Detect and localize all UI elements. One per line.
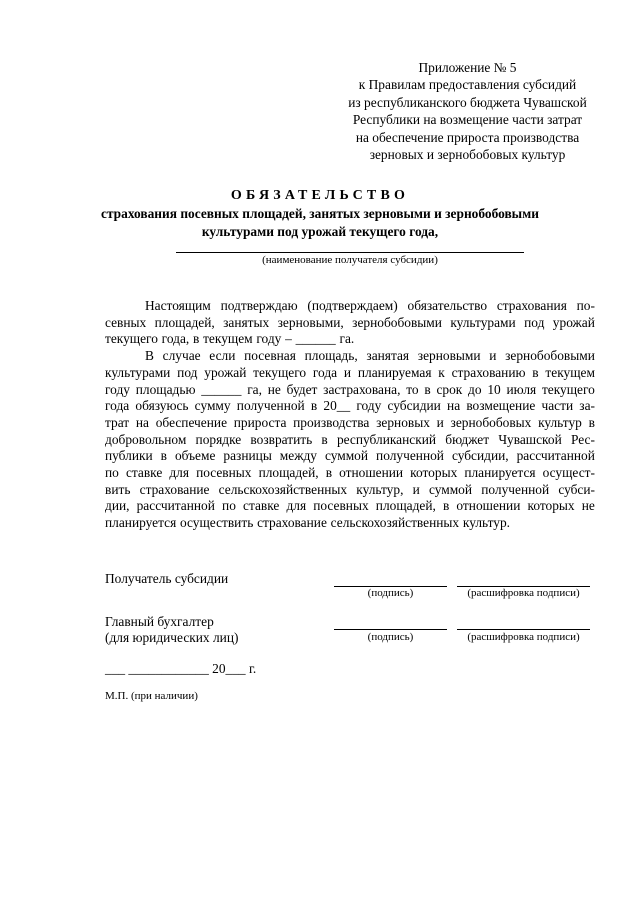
word: будет: [286, 381, 318, 397]
word: ______: [295, 331, 336, 347]
word: га.: [339, 331, 355, 347]
paragraph1-line: [105, 331, 595, 348]
word: занятых: [223, 314, 270, 330]
word: культурами: [105, 364, 171, 380]
word: суммой: [324, 448, 369, 464]
accountant-label: Главный бухгалтер: [105, 614, 214, 629]
word: в: [321, 431, 328, 447]
word: не: [267, 381, 281, 397]
word: культур.: [462, 515, 511, 531]
paragraph2-line: [105, 365, 595, 382]
word: Настоящим: [145, 298, 211, 313]
word: ______: [201, 381, 242, 397]
date-line: ___ ____________ 20___ г.: [105, 661, 257, 676]
word: подтверждаю: [220, 298, 298, 313]
word: посевных: [196, 465, 252, 481]
word: году: [256, 331, 282, 347]
word: страхованию: [451, 364, 526, 380]
word: рассчитанной: [516, 448, 595, 464]
paragraph2-line: [105, 415, 595, 432]
word: в: [442, 498, 450, 514]
word: текущем: [203, 331, 253, 347]
word: и: [412, 481, 420, 497]
word: на: [447, 398, 461, 414]
word: части: [541, 398, 574, 414]
word: планируется: [464, 465, 536, 481]
word: году: [105, 381, 130, 397]
word: для: [169, 465, 189, 481]
word: под: [524, 314, 545, 330]
subtitle-line: страхования посевных площадей, занятых зерновыми и зернобобовыми: [101, 206, 539, 221]
word: срок: [436, 381, 463, 397]
word: дии,: [105, 498, 130, 514]
word: полученной: [481, 481, 550, 497]
word: в: [588, 414, 595, 430]
word: посевных: [313, 498, 369, 514]
document-subtitle: [40, 205, 600, 240]
word: по-: [576, 298, 595, 313]
word: осуществить: [179, 515, 254, 531]
recipient-caption: (наименование получателя субсидии): [262, 254, 438, 266]
word: страхование: [139, 481, 210, 497]
paragraph2-line: [105, 498, 595, 515]
word: года: [312, 364, 338, 380]
word: трат: [105, 414, 130, 430]
word: года: [105, 398, 130, 414]
word: добровольном: [105, 431, 187, 447]
word: в: [193, 331, 200, 347]
word: обязуюсь: [135, 398, 189, 414]
word: зернобобовыми: [352, 314, 442, 330]
word: га,: [247, 381, 262, 397]
word: текущего: [253, 364, 307, 380]
paragraph2-line: [105, 382, 595, 399]
document-title: ОБЯЗАТЕЛЬСТВО: [230, 188, 410, 203]
word: отношении: [339, 465, 404, 481]
word: текущего: [105, 331, 158, 347]
signature-caption: (подпись): [367, 631, 414, 643]
word: зернобобовых: [450, 414, 532, 430]
word: застрахована,: [323, 381, 401, 397]
word: полученной: [236, 398, 305, 414]
word: сельскохозяйственных: [218, 481, 348, 497]
word: года,: [161, 331, 190, 347]
word: и: [343, 364, 352, 380]
appendix-line: из республиканского бюджета Чувашской: [348, 94, 587, 110]
word: за-: [579, 398, 595, 414]
word: обязательство: [407, 298, 488, 313]
word: порядке: [195, 431, 242, 447]
word: посевная: [244, 348, 296, 364]
word: 10: [487, 381, 501, 397]
appendix-line: на обеспечение прироста производства: [355, 129, 580, 145]
word: культур,: [356, 481, 404, 497]
accountant-signature-line: [334, 629, 447, 630]
word: В: [145, 348, 154, 364]
word: и: [436, 414, 444, 430]
word: бюджет: [445, 431, 490, 447]
word: текущем: [545, 364, 595, 380]
decoding-caption: (расшифровка подписи): [467, 587, 580, 599]
word: не: [581, 498, 595, 514]
word: ставке: [125, 465, 163, 481]
word: площадей,: [258, 465, 319, 481]
word: если: [209, 348, 236, 364]
word: году: [356, 398, 382, 414]
word: осущест-: [542, 465, 595, 481]
word: к: [438, 364, 445, 380]
word: по: [222, 498, 236, 514]
word: возмещение: [466, 398, 536, 414]
paragraph2-line: [105, 465, 595, 482]
word: полученной: [376, 448, 444, 464]
appendix-line: Республики на возмещение части затрат: [352, 112, 583, 128]
word: 20__: [323, 398, 351, 414]
paragraph2-line: [105, 482, 595, 499]
decoding-caption: (расшифровка подписи): [467, 631, 580, 643]
word: планируется: [105, 515, 177, 531]
word: занятая: [366, 348, 410, 364]
word: по: [105, 465, 119, 481]
word: культур: [538, 414, 582, 430]
word: возвратить: [250, 431, 313, 447]
word: вить: [105, 481, 131, 497]
paragraph2-line: [105, 398, 595, 415]
word: страхование: [257, 515, 327, 531]
recipient-name-field-line: [176, 252, 524, 253]
word: страхования: [496, 298, 567, 313]
appendix-line: зерновых и зернобобовых культур: [369, 147, 566, 163]
stamp-note: М.П. (при наличии): [105, 690, 198, 702]
word: которых: [410, 465, 458, 481]
word: –: [285, 331, 292, 347]
word: в: [160, 448, 167, 464]
word: под: [177, 364, 198, 380]
word: зерновыми,: [277, 314, 344, 330]
recipient-label: Получатель субсидии: [105, 571, 229, 586]
word: отношении: [456, 498, 521, 514]
word: урожай: [204, 364, 247, 380]
word: площадей,: [375, 498, 436, 514]
word: субси-: [558, 481, 595, 497]
paragraph2-line: [105, 515, 595, 532]
word: разницы: [223, 448, 272, 464]
word: культурами: [450, 314, 516, 330]
word: прироста: [233, 414, 287, 430]
body-text: [105, 298, 595, 532]
word: севных: [105, 314, 147, 330]
word: (подтверждаем): [307, 298, 398, 313]
word: Чувашской: [498, 431, 562, 447]
word: урожай: [552, 314, 595, 330]
word: ставке: [243, 498, 280, 514]
word: и: [489, 348, 497, 364]
word: текущего: [541, 381, 595, 397]
word: площадь,: [304, 348, 358, 364]
word: производства: [293, 414, 370, 430]
word: республиканский: [336, 431, 437, 447]
word: в: [325, 465, 333, 481]
word: зернобобовыми: [505, 348, 595, 364]
word: на: [135, 414, 150, 430]
word: в: [310, 398, 318, 414]
paragraph1-line: [105, 315, 595, 332]
word: которых: [527, 498, 575, 514]
subtitle-line: культурами под урожай текущего года,: [201, 223, 439, 239]
word: зерновых: [376, 414, 430, 430]
word: объеме: [174, 448, 216, 464]
paragraph2-line: [105, 348, 595, 365]
word: площадью: [135, 381, 196, 397]
word: в: [532, 364, 539, 380]
word: публики: [105, 448, 153, 464]
word: планируемая: [357, 364, 432, 380]
word: между: [279, 448, 317, 464]
word: обеспечение: [155, 414, 228, 430]
word: Рес-: [570, 431, 595, 447]
word: июля: [506, 381, 537, 397]
paragraph2-line: [105, 448, 595, 465]
word: субсидии,: [451, 448, 509, 464]
paragraph1-line: [105, 298, 595, 315]
word: сумму: [194, 398, 231, 414]
word: то: [406, 381, 419, 397]
word: субсидии: [387, 398, 441, 414]
word: площадей,: [154, 314, 215, 330]
accountant-decoding-line: [457, 629, 590, 630]
word: суммой: [428, 481, 473, 497]
appendix-line: к Правилам предоставления субсидий: [358, 77, 577, 93]
paragraph2-line: [105, 432, 595, 449]
word: для: [286, 498, 307, 514]
word: случае: [162, 348, 201, 364]
word: рассчитанной: [136, 498, 215, 514]
accountant-label-note: (для юридических лиц): [105, 630, 239, 645]
appendix-line: Приложение № 5: [418, 60, 517, 75]
signature-caption: (подпись): [367, 587, 414, 599]
word: сельскохозяйственных: [330, 515, 460, 531]
appendix-block: [330, 59, 605, 163]
word: до: [468, 381, 482, 397]
word: в: [424, 381, 431, 397]
word: зерновыми: [417, 348, 481, 364]
